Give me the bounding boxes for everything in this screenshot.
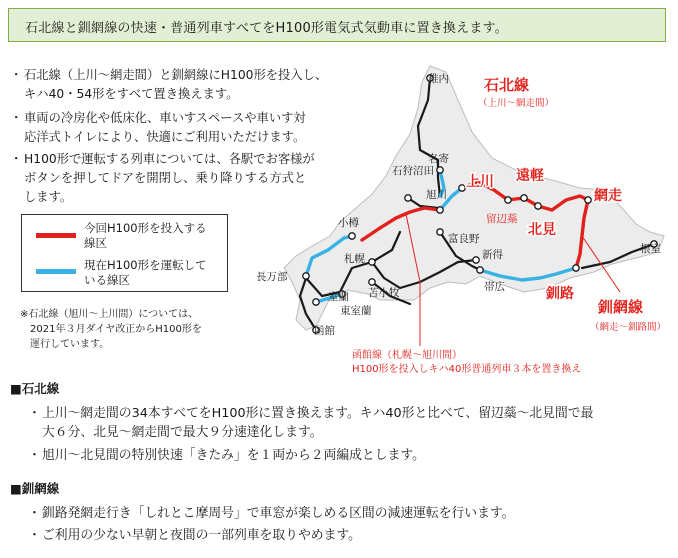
label-ishikari-numata: 石狩沼田 [392,165,434,177]
item-line: 旭川～北見間の特別快速「きたみ」を１両から２両編成とします。 [42,448,425,463]
station-dot [459,185,465,191]
note-line: 運行しています。 [20,339,110,350]
label-obihiro: 帯広 [484,281,505,293]
label-tomakomai: 苫小牧 [368,287,400,299]
section-heading-senmo: ■釧網線 [10,481,60,496]
label-sekihoku-sub: （上川～網走間） [478,98,555,109]
legend-text: 現在H100形を運転して [84,258,207,272]
label-furano: 富良野 [448,233,480,245]
intro-line: H100形で運転する列車については、各駅でお客様が [24,152,315,166]
station-dot [369,279,375,285]
label-abashiri: 網走 [594,188,622,204]
station-dot [585,197,591,203]
section-heading-sekihoku: ■石北線 [10,381,60,396]
station-dot [437,167,443,173]
label-sapporo: 札幌 [344,253,365,265]
station-dot [521,195,527,201]
label-higashi-muroran: 東室蘭 [340,305,372,317]
bullet-mark: ・ [28,528,41,543]
label-hakodate: 函館 [314,325,335,337]
station-dot [477,267,483,273]
label-engaru: 遠軽 [516,168,544,184]
item-line: 釧路発網走行き「しれとこ摩周号」で車窓が楽しめる区間の減速運転を行います。 [42,506,515,521]
bullet-mark: ・ [10,111,23,125]
label-shintoku: 新得 [482,249,503,261]
label-rubeshibe: 留辺蘂 [486,213,518,225]
label-otaru: 小樽 [338,217,359,229]
station-dot [369,259,375,265]
label-senmo-title: 釧網線 [598,298,644,316]
station-dot [505,197,511,203]
intro-line: します。 [24,190,73,204]
station-dot [313,299,319,305]
label-senmo-sub: （網走～釧路間） [590,322,667,333]
intro-line: 車両の冷房化や低床化、車いすスペースや車いす対 [24,111,306,125]
label-kushiro: 釧路 [546,286,574,302]
station-dot [303,273,309,279]
station-dot [573,265,579,271]
station-dot [473,257,479,263]
label-wakkanai: 稚内 [428,73,449,85]
bullet-mark: ・ [28,448,41,463]
bullet-mark: ・ [10,68,23,82]
intro-line: 応洋式トイレにより、快適にご利用いただけます。 [24,130,306,144]
bullet-mark: ・ [28,406,41,421]
label-kitami: 北見 [528,222,556,238]
station-dot [405,195,411,201]
bullet-mark: ・ [28,506,41,521]
station-dot [437,229,443,235]
label-sekihoku-title: 石北線 [484,76,530,94]
station-dot [349,233,355,239]
label-muroran: 室蘭 [328,291,349,303]
label-nemuro: 根室 [640,243,661,255]
note-line: ※石北線（旭川～上川間）については、 [20,309,199,320]
station-dot [437,207,443,213]
label-hakodate-line: 函館線（札幌～旭川間） [352,350,462,361]
legend-text: 今回H100形を投入する [84,221,207,235]
item-line: 大６分、北見～網走間で最大９分速達化します。 [42,425,323,440]
label-asahikawa: 旭川 [426,189,447,201]
bullet-mark: ・ [10,152,23,166]
label-oshamambe: 長万部 [256,271,288,283]
label-nayoro: 名寄 [428,153,449,165]
note-line: 2021年３月ダイヤ改正からH100形を [20,324,202,335]
item-line: ご利用の少ない早朝と夜間の一部列車を取りやめます。 [42,528,361,543]
intro-line: キハ40・54形をすべて置き換えます。 [24,87,239,101]
station-dot [535,203,541,209]
legend-text: 線区 [84,236,107,250]
label-hakodate-line-note: H100形を投入しキハ40形普通列車３本を置き換え [352,364,582,375]
item-line: 上川～網走間の34本すべてをH100形に置き換えます。キハ40形と比べて、留辺蘂～北見間で最 [42,406,594,421]
intro-line: ボタンを押してドアを開閉し、乗り降りする方式と [24,171,307,185]
legend-text: いる線区 [84,273,130,287]
intro-line: 石北線（上川～網走間）と釧網線にH100形を投入し、 [24,68,328,82]
label-kamikawa: 上川 [466,174,494,190]
banner-title: 石北線と釧網線の快速・普通列車すべてをH100形電気式気動車に置き換えます。 [25,21,508,36]
